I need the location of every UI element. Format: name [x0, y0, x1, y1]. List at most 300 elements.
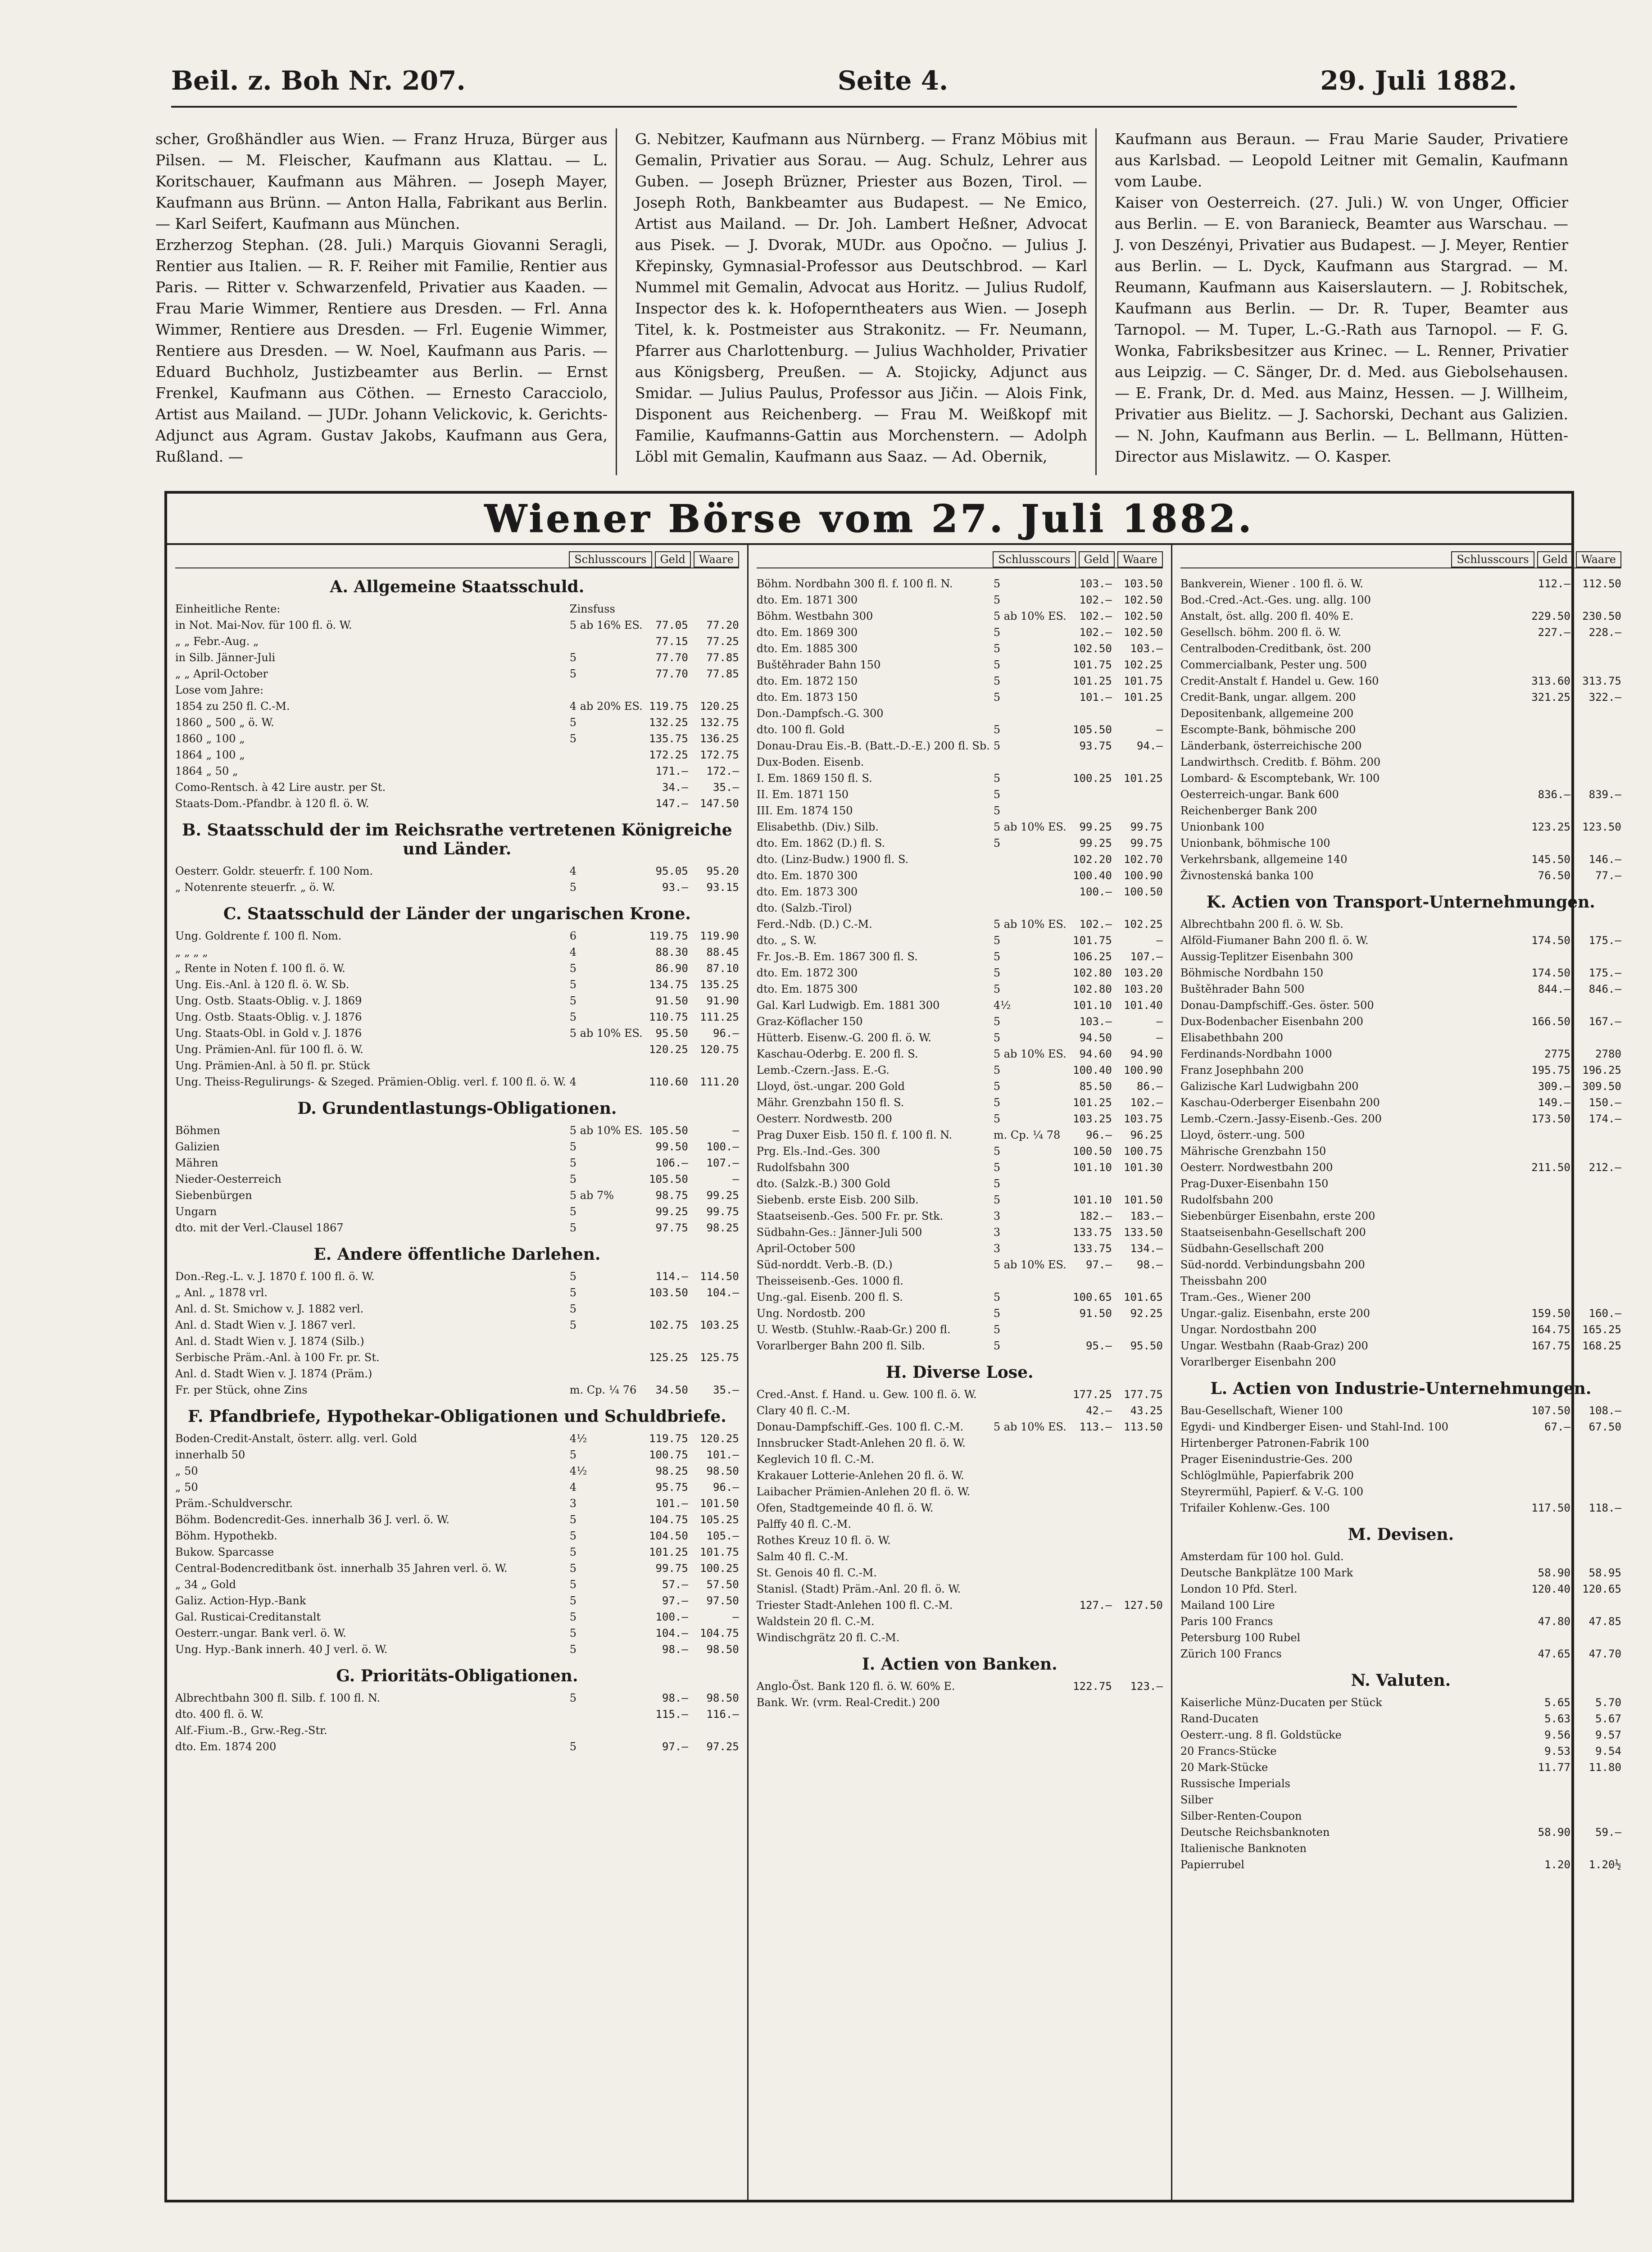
table-row — [1180, 754, 1621, 770]
bid-price: 5.65 — [1544, 1696, 1570, 1709]
table-row — [1180, 1548, 1621, 1565]
ask-price — [692, 1058, 739, 1074]
security-name: Lemb.-Czern.-Jassy-Eisenb.-Ges. 200 — [1180, 1112, 1382, 1125]
security-name: Theissbahn 200 — [1180, 1275, 1267, 1287]
bid-price — [1065, 1176, 1112, 1192]
interest-rate — [570, 747, 637, 763]
table-row — [1180, 576, 1621, 592]
ask-price: 95.50 — [1130, 1339, 1163, 1352]
security-name: Trifailer Kohlenw.-Ges. 100 — [1180, 1502, 1330, 1514]
interest-rate — [1452, 1111, 1520, 1127]
bid-price: 99.25 — [1079, 837, 1112, 849]
interest-rate: 5 — [993, 691, 1001, 704]
table-row — [175, 1544, 739, 1560]
bid-price: 120.25 — [649, 1043, 688, 1056]
ask-price — [1574, 1451, 1621, 1467]
arrivals-column-2 — [635, 128, 1097, 475]
interest-rate: 5 — [569, 1319, 577, 1331]
security-name: innerhalb 50 — [175, 1448, 245, 1461]
table-row — [1180, 1565, 1621, 1581]
bid-price: 172.25 — [649, 749, 688, 761]
table-row — [175, 649, 739, 666]
interest-rate — [1452, 851, 1520, 867]
table-row — [757, 949, 1163, 965]
table-row — [757, 851, 1163, 867]
security-name: Fr. Jos.-B. Em. 1867 300 fl. S. — [756, 950, 918, 963]
table-row — [757, 1078, 1163, 1094]
bid-price: 844.— — [1538, 983, 1570, 995]
ask-price: 147.50 — [700, 797, 739, 810]
bid-price: 102.50 — [1073, 642, 1112, 655]
interest-rate: 5 — [993, 967, 1001, 979]
bid-price: 309.— — [1538, 1080, 1570, 1093]
security-name: dto. mit der Verl.-Clausel 1867 — [175, 1221, 344, 1234]
security-name: Papierrubel — [1180, 1858, 1245, 1871]
ask-price: 118.— — [1588, 1502, 1621, 1514]
interest-rate — [1452, 1289, 1520, 1305]
security-name: Donau-Drau Eis.-B. (Batt.-D.-E.) 200 fl. Sb. — [756, 740, 990, 752]
ask-price: 87.10 — [706, 962, 739, 975]
bid-price — [1523, 1192, 1570, 1208]
table-row — [1180, 1419, 1621, 1435]
table-row — [175, 1722, 739, 1739]
ask-price — [1574, 803, 1621, 819]
table-row — [757, 1046, 1163, 1062]
security-name: Serbische Präm.-Anl. à 100 Fr. pr. St. — [175, 1351, 380, 1364]
bid-price — [641, 682, 688, 698]
interest-rate — [1452, 1257, 1520, 1273]
ask-price: 103.— — [1130, 642, 1163, 655]
bid-price: 102.— — [1079, 610, 1112, 622]
ask-price: 113.50 — [1124, 1421, 1163, 1433]
ask-price — [1574, 1630, 1621, 1646]
table-row — [175, 1430, 739, 1447]
ask-price: 88.45 — [706, 946, 739, 958]
interest-rate — [1452, 1613, 1520, 1630]
interest-rate: 4 — [569, 946, 577, 958]
interest-rate: 5 — [569, 1286, 577, 1299]
table-row — [757, 1500, 1163, 1516]
security-name: Fr. per Stück, ohne Zins — [175, 1384, 308, 1396]
security-name: 20 Mark-Stücke — [1180, 1761, 1268, 1774]
table-row — [1180, 835, 1621, 851]
security-name: Oesterreich-ungar. Bank 600 — [1180, 788, 1339, 801]
interest-rate — [994, 1548, 1061, 1565]
bid-price: 110.75 — [649, 1011, 688, 1023]
interest-rate: m. Cp. ¼ 78 — [993, 1129, 1061, 1141]
table-row — [1180, 1321, 1621, 1338]
interest-rate — [570, 1349, 637, 1366]
bid-price — [1065, 1500, 1112, 1516]
ask-price: 160.— — [1588, 1307, 1621, 1320]
ask-price: 120.65 — [1582, 1583, 1621, 1595]
table-row — [757, 1597, 1163, 1613]
security-name: Commercialbank, Pester ung. 500 — [1180, 658, 1367, 671]
security-name: Nieder-Oesterreich — [175, 1173, 281, 1185]
ask-price: 196.25 — [1582, 1064, 1621, 1076]
ask-price — [1574, 657, 1621, 673]
security-name: St. Genois 40 fl. C.-M. — [756, 1566, 877, 1579]
security-name: Ung. Nordostb. 200 — [756, 1307, 866, 1320]
ask-price: 96.— — [713, 1027, 739, 1040]
bid-price — [1523, 1224, 1570, 1240]
bid-price — [1065, 1484, 1112, 1500]
security-name: Mährische Grenzbahn 150 — [1180, 1145, 1326, 1158]
table-row — [1180, 786, 1621, 803]
interest-rate — [1452, 1857, 1520, 1873]
table-row — [1180, 1192, 1621, 1208]
table-row — [1180, 1694, 1621, 1711]
bid-price: 133.75 — [1073, 1242, 1112, 1255]
boerse-column-3 — [1172, 545, 1629, 2202]
interest-rate: 5 — [993, 837, 1001, 849]
ask-price: 102.70 — [1124, 853, 1163, 866]
interest-rate — [994, 900, 1061, 916]
bid-price — [1523, 1208, 1570, 1224]
security-name: Böhm. Bodencredit-Ges. innerhalb 36 J. verl. ö. W. — [175, 1513, 449, 1526]
interest-rate — [1452, 1565, 1520, 1581]
arrivals-column-3 — [1115, 128, 1576, 475]
ask-price: 120.75 — [700, 1043, 739, 1056]
table-row — [1180, 1581, 1621, 1597]
table-row — [1180, 981, 1621, 997]
interest-rate — [1452, 981, 1520, 997]
table-row — [1180, 1646, 1621, 1662]
table-row — [757, 932, 1163, 949]
ask-price: 114.50 — [700, 1270, 739, 1283]
bid-price: 102.80 — [1073, 967, 1112, 979]
security-name: Böhm. Nordbahn 300 fl. f. 100 fl. N. — [756, 577, 953, 590]
ask-price: 175.— — [1588, 934, 1621, 947]
bid-price — [1523, 1143, 1570, 1159]
table-row — [175, 993, 739, 1009]
interest-rate: 5 — [569, 1270, 577, 1283]
interest-rate: 5 — [569, 1448, 577, 1461]
security-name: Einheitliche Rente: — [175, 603, 281, 615]
bid-price — [1065, 1532, 1112, 1548]
interest-rate — [1452, 835, 1520, 851]
bid-price: 99.25 — [1079, 821, 1112, 833]
ask-price: 309.50 — [1582, 1080, 1621, 1093]
table-row — [175, 1025, 739, 1041]
ask-price: 107.— — [1130, 950, 1163, 963]
interest-rate — [1452, 592, 1520, 608]
table-row — [1180, 738, 1621, 754]
table-row — [1180, 1240, 1621, 1257]
security-name: April-October 500 — [756, 1242, 856, 1255]
security-name: Unionbank, böhmische 100 — [1180, 837, 1330, 849]
interest-rate — [994, 1613, 1061, 1630]
ask-price: 134.— — [1130, 1242, 1163, 1255]
interest-rate: 5 — [569, 1627, 577, 1639]
ask-price: 98.— — [1137, 1258, 1163, 1271]
security-name: dto. 100 fl. Gold — [756, 723, 845, 736]
table-row — [175, 779, 739, 795]
interest-rate — [994, 884, 1061, 900]
security-name: Bau-Gesellschaft, Wiener 100 — [1180, 1404, 1343, 1417]
interest-rate: 5 — [993, 1323, 1001, 1336]
ask-price: 172.— — [706, 765, 739, 777]
security-name: Ung. Ostb. Staats-Oblig. v. J. 1869 — [175, 994, 362, 1007]
interest-rate: 5 ab 10% ES. — [993, 918, 1067, 931]
security-name: Gal. Karl Ludwigb. Em. 1881 300 — [756, 999, 940, 1012]
security-name: Živnostenská banka 100 — [1180, 869, 1314, 882]
ask-price: 212.— — [1588, 1161, 1621, 1174]
bid-price: 47.80 — [1538, 1615, 1570, 1628]
interest-rate: 4 — [569, 1481, 577, 1494]
interest-rate: 5 — [993, 594, 1001, 606]
table-row — [757, 770, 1163, 786]
bid-price — [1523, 1548, 1570, 1565]
interest-rate — [1452, 1403, 1520, 1419]
bid-price: 102.— — [1079, 918, 1112, 931]
security-name: Buštěhrader Bahn 500 — [1180, 983, 1305, 995]
bid-price: 174.50 — [1531, 967, 1570, 979]
security-name: Oesterr.-ung. 8 fl. Goldstücke — [1180, 1729, 1342, 1741]
bid-price: 227.— — [1538, 626, 1570, 639]
table-row — [175, 1009, 739, 1025]
interest-rate: 3 — [569, 1497, 577, 1510]
ask-price — [1574, 1143, 1621, 1159]
bid-price: 94.50 — [1079, 1031, 1112, 1044]
bid-price: 313.60 — [1531, 675, 1570, 687]
security-name: Clary 40 fl. C.-M. — [756, 1404, 850, 1417]
table-row — [1180, 819, 1621, 835]
table-row — [175, 1203, 739, 1220]
bid-price — [1065, 1565, 1112, 1581]
security-name: Anglo-Öst. Bank 120 fl. ö. W. 60% E. — [756, 1680, 955, 1693]
interest-rate: 4½ — [569, 1465, 587, 1477]
security-name: Vorarlberger Bahn 200 fl. Silb. — [756, 1339, 925, 1352]
ask-price: 112.50 — [1582, 577, 1621, 590]
security-name: Staatseisenbahn-Gesellschaft 200 — [1180, 1226, 1366, 1239]
bid-price — [641, 601, 688, 617]
bid-price: 132.25 — [649, 716, 688, 729]
ask-price — [1116, 1500, 1163, 1516]
security-name: Landwirthsch. Creditb. f. Böhm. 200 — [1180, 756, 1381, 768]
ask-price: — — [732, 1173, 739, 1185]
security-name: dto. Em. 1873 300 — [756, 885, 858, 898]
column-header-ware: Waare — [1576, 551, 1621, 568]
bid-price: 119.75 — [649, 930, 688, 942]
table-row — [1180, 1159, 1621, 1176]
security-name: Central-Bodencreditbank öst. innerhalb 35 Jahren verl. ö. W. — [175, 1562, 508, 1575]
bid-price: 103.25 — [1073, 1112, 1112, 1125]
ask-price — [1116, 1613, 1163, 1630]
table-row — [757, 867, 1163, 884]
ask-price: 2780 — [1595, 1048, 1621, 1060]
table-row — [1180, 1094, 1621, 1111]
ask-price: 95.20 — [706, 865, 739, 877]
interest-rate: 5 ab 10% ES. — [993, 610, 1067, 622]
bid-price: 93.— — [662, 881, 688, 894]
security-name: dto. Em. 1875 300 — [756, 983, 858, 995]
bid-price: 159.50 — [1531, 1307, 1570, 1320]
bid-price: 57.— — [662, 1578, 688, 1591]
bid-price: 99.25 — [655, 1205, 688, 1218]
table-row — [757, 1484, 1163, 1500]
security-name: Kaschau-Oderberger Eisenbahn 200 — [1180, 1096, 1380, 1109]
arrivals-paragraph: G. Nebitzer, Kaufmann aus Nürnberg. — Franz Möbius mit Gemalin, Privatier aus Sorau. — Aug. Schulz, Lehrer aus Guben. — Joseph Brüzner, Priester aus Bozen, Tirol. — Joseph Roth, Bankbeamter aus Budapest. — Ne Emico, Artist aus Mailand. — Dr. Joh. Lambert Heßner, Advocat aus Pisek. — J. Dvorak, MUDr. aus Opočno. — Julius J. Křepinsky, Gymnasial-Professor aus Deutschbrod. — Karl Nummel mit Gemalin, Advocat aus Horitz. — Julius Rudolf, Inspector des k. k. Hofoperntheaters aus Wien. — Joseph Titel, k. k. Postmeister aus Strakonitz. — Fr. Neumann, Pfarrer aus Charlottenburg. — Julius Wachholder, Privatier aus Königsberg, Preußen. — A. Stojicky, Adjunct aus Smidar. — Julius Paulus, Professor aus Jičin. — Alois Fink, Disponent aus Reichenberg. — Frau M. Weißkopf mit Familie, Kaufmanns-Gattin aus Morchenstern. — Adolph Löbl mit Gemalin, Kaufmann aus Saaz. — Ad. Obernik, — [635, 130, 1087, 465]
bid-price: 101.— — [655, 1497, 688, 1510]
table-row — [1180, 965, 1621, 981]
interest-rate — [1452, 624, 1520, 640]
ask-price — [1574, 949, 1621, 965]
table-row — [1180, 1792, 1621, 1808]
column-header-schluss: Schlusscours — [993, 551, 1076, 568]
ask-price — [1116, 1435, 1163, 1451]
security-name: Siebenbürgen — [175, 1189, 252, 1202]
table-row — [1180, 608, 1621, 624]
table-row — [1180, 997, 1621, 1013]
ask-price — [692, 682, 739, 698]
table-row — [175, 1333, 739, 1349]
interest-rate: 5 — [993, 1161, 1001, 1174]
table-row — [757, 1289, 1163, 1305]
table-row — [175, 601, 739, 617]
interest-rate — [1452, 1094, 1520, 1111]
ask-price: 101.50 — [1124, 1194, 1163, 1206]
section-title: C. Staatsschuld der Länder der ungarischen Krone. — [223, 904, 691, 923]
bid-price — [1065, 1273, 1112, 1289]
ask-price — [1116, 1532, 1163, 1548]
security-name: Ung. Theiss-Regulirungs- & Szeged. Prämien-Oblig. verl. f. 100 fl. ö. W. — [175, 1076, 566, 1088]
interest-rate: 3 — [993, 1242, 1001, 1255]
security-name: Anl. d. Stadt Wien v. J. 1867 verl. — [175, 1319, 356, 1331]
interest-rate — [1452, 1597, 1520, 1613]
security-name: Albrechtbahn 300 fl. Silb. f. 100 fl. N. — [175, 1692, 381, 1704]
interest-rate: 5 — [569, 1578, 577, 1591]
table-row — [175, 1609, 739, 1625]
security-name: „ 50 — [175, 1481, 198, 1494]
table-row — [1180, 1354, 1621, 1370]
ask-price — [1116, 1581, 1163, 1597]
interest-rate — [1452, 1224, 1520, 1240]
column-header-schluss: Schlusscours — [569, 551, 652, 568]
ask-price — [1574, 1548, 1621, 1565]
security-name: 1860 „ 100 „ — [175, 732, 245, 745]
interest-rate — [1452, 965, 1520, 981]
security-name: Bod.-Cred.-Act.-Ges. ung. allg. 100 — [1180, 594, 1371, 606]
table-row — [1180, 1403, 1621, 1419]
table-row — [757, 576, 1163, 592]
table-row — [175, 1285, 739, 1301]
ask-price: — — [1156, 1015, 1163, 1028]
bid-price: 119.75 — [649, 700, 688, 713]
security-name: Graz-Köflacher 150 — [756, 1015, 863, 1028]
bid-price: 173.50 — [1531, 1112, 1570, 1125]
bid-price: 77.05 — [655, 619, 688, 631]
security-name: Prg. Els.-Ind.-Ges. 300 — [756, 1145, 880, 1158]
ask-price — [1574, 1030, 1621, 1046]
bid-price: 97.— — [662, 1740, 688, 1753]
interest-rate: 5 ab 16% ES. — [569, 619, 643, 631]
security-name: I. Em. 1869 150 fl. S. — [756, 772, 872, 785]
table-row — [757, 1613, 1163, 1630]
table-row — [1180, 1305, 1621, 1321]
security-name: Hütterb. Eisenw.-G. 200 fl. ö. W. — [756, 1031, 932, 1044]
bid-price — [1065, 1630, 1112, 1646]
interest-rate: 5 ab 10% ES. — [993, 1258, 1067, 1271]
ask-price: 35.— — [713, 1384, 739, 1396]
interest-rate: 5 — [993, 658, 1001, 671]
ask-price: 101.75 — [700, 1546, 739, 1558]
interest-rate — [994, 1678, 1061, 1694]
interest-rate: 5 — [993, 1339, 1001, 1352]
interest-rate: 4 — [569, 865, 577, 877]
interest-rate: 5 — [569, 1562, 577, 1575]
security-name: 1860 „ 500 „ ö. W. — [175, 716, 274, 729]
interest-rate — [1452, 1484, 1520, 1500]
column-header-geld: Geld — [1537, 551, 1573, 568]
interest-rate — [994, 1273, 1061, 1289]
section-title: N. Valuten. — [1351, 1671, 1451, 1690]
table-row — [175, 1317, 739, 1333]
interest-rate — [994, 1435, 1061, 1451]
security-name: Ofen, Stadtgemeinde 40 fl. ö. W. — [756, 1502, 934, 1514]
interest-rate: 4½ — [993, 999, 1011, 1012]
table-row — [175, 1220, 739, 1236]
security-name: Ung. Prämien-Anl. für 100 fl. ö. W. — [175, 1043, 363, 1056]
table-row — [1180, 673, 1621, 689]
interest-rate: 5 — [569, 1546, 577, 1558]
ask-price — [1116, 1467, 1163, 1484]
table-row — [757, 1273, 1163, 1289]
table-row — [757, 916, 1163, 932]
security-name: Präm.-Schuldverschr. — [175, 1497, 293, 1510]
security-name: Lloyd, öst.-ungar. 200 Gold — [756, 1080, 905, 1093]
interest-rate — [1452, 1808, 1520, 1824]
table-row — [1180, 1840, 1621, 1857]
bid-price — [1065, 900, 1112, 916]
security-name: II. Em. 1871 150 — [756, 788, 849, 801]
interest-rate — [1452, 576, 1520, 592]
bid-price: 97.— — [1086, 1258, 1112, 1271]
bid-price — [1523, 657, 1570, 673]
ask-price: 5.67 — [1595, 1712, 1621, 1725]
security-name: in Silb. Jänner-Juli — [175, 651, 276, 664]
section-title: G. Prioritäts-Obligationen. — [336, 1666, 578, 1685]
ask-price: 96.— — [713, 1481, 739, 1494]
interest-rate — [570, 1333, 637, 1349]
table-row — [757, 657, 1163, 673]
interest-rate: 5 — [993, 1307, 1001, 1320]
ask-price: 100.90 — [1124, 869, 1163, 882]
section-title: B. Staatsschuld der im Reichsrathe vertretenen Königreiche und Länder. — [182, 821, 732, 858]
ask-price: 58.95 — [1588, 1566, 1621, 1579]
table-row — [1180, 1062, 1621, 1078]
security-name: Bukow. Sparcasse — [175, 1546, 274, 1558]
bid-price: 34.50 — [655, 1384, 688, 1396]
table-row — [175, 617, 739, 633]
table-row — [175, 763, 739, 779]
ask-price: 101.25 — [1124, 772, 1163, 785]
header-issue: Beil. z. Boh Nr. 207. — [171, 65, 466, 96]
bid-price — [1523, 949, 1570, 965]
bid-price — [641, 1722, 688, 1739]
ask-price: 136.25 — [700, 732, 739, 745]
table-row — [175, 714, 739, 731]
table-row — [757, 624, 1163, 640]
security-name: Elisabethb. (Div.) Silb. — [756, 821, 879, 833]
ask-price: 101.65 — [1124, 1291, 1163, 1303]
table-row — [757, 981, 1163, 997]
interest-rate — [1452, 770, 1520, 786]
bid-price: 98.— — [662, 1692, 688, 1704]
bid-price: 105.50 — [649, 1173, 688, 1185]
table-row — [1180, 624, 1621, 640]
interest-rate: 3 — [993, 1226, 1001, 1239]
